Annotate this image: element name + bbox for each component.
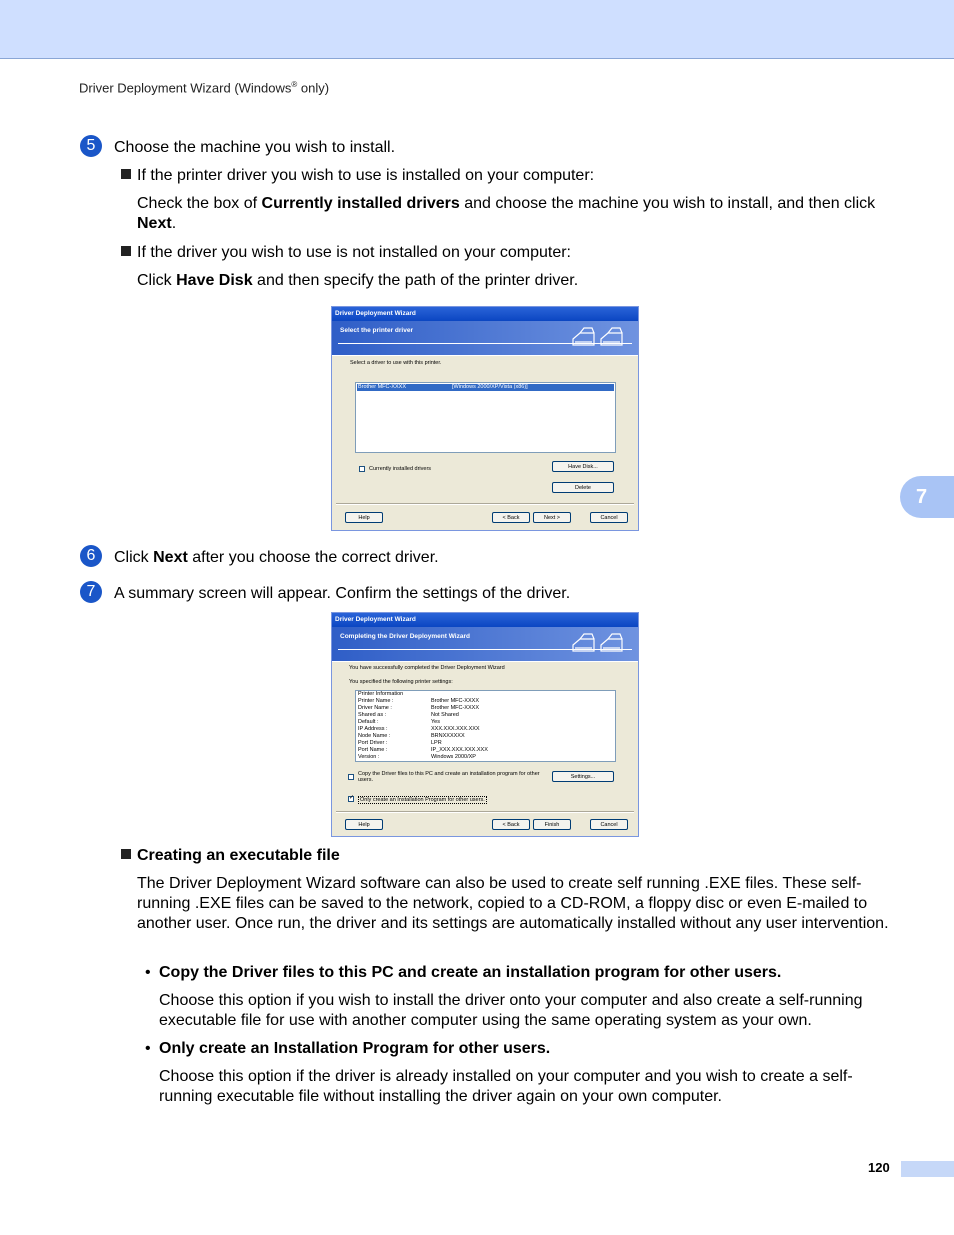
copy-driver-radio[interactable] — [348, 774, 354, 780]
dialog-banner: Select the printer driver — [332, 321, 638, 355]
info-value: IP_XXX.XXX.XXX.XXX — [431, 747, 488, 753]
option-copy-body: Choose this option if you wish to install the driver onto your computer and also create a self-running executable file for use with another computer using the same operating system as your own. — [159, 992, 863, 1029]
exe-body: The Driver Deployment Wizard software can also be used to create self running .EXE files. These self-running .EXE files can be saved to the network, copied to a CD-ROM, a floppy disc or even E-mailed to another user. Once run, the driver and its settings are automatically installed without any user intervention. — [137, 875, 889, 932]
driver-list[interactable] — [355, 382, 616, 453]
printers-icon — [570, 631, 626, 657]
info-value: Windows 2000/XP — [431, 754, 476, 760]
running-header: Driver Deployment Wizard (Windows® only) — [79, 80, 330, 96]
dialog-prompt: Select a driver to use with this printer. — [350, 360, 442, 366]
have-disk-button[interactable]: Have Disk... — [552, 461, 614, 472]
bullet-installed: If the printer driver you wish to use is installed on your computer: — [121, 166, 594, 186]
info-value: Brother MFC-XXXX — [431, 705, 479, 711]
help-button[interactable]: Help — [345, 512, 383, 523]
delete-button[interactable]: Delete — [552, 482, 614, 493]
printers-icon — [570, 325, 626, 351]
step-7-text: A summary screen will appear. Confirm the settings of the driver. — [114, 585, 571, 602]
installed-drivers-checkbox[interactable] — [359, 466, 365, 472]
only-create-checkbox[interactable]: ✓ — [349, 795, 355, 801]
printer-info-header: Printer Information — [358, 691, 404, 697]
dialog-titlebar: Driver Deployment Wizard — [332, 613, 638, 627]
info-value: Not Shared — [431, 712, 459, 718]
completed-message: You have successfully completed the Driver Deployment Wizard — [349, 665, 505, 671]
info-value: XXX.XXX.XXX.XXX — [431, 726, 480, 732]
info-label: Printer Name : — [358, 698, 394, 704]
cancel-button[interactable]: Cancel — [590, 819, 628, 830]
info-label: Port Driver : — [358, 740, 388, 746]
info-label: Node Name : — [358, 733, 391, 739]
printer-info-box — [355, 690, 616, 762]
back-button[interactable]: < Back — [492, 819, 530, 830]
option-only-body: Choose this option if the driver is already installed on your computer and you wish to create a self-running executable file without installing the driver again on your own computer. — [159, 1068, 853, 1105]
info-value: Brother MFC-XXXX — [431, 698, 479, 704]
bullet-square-icon — [121, 169, 131, 179]
bullet-square-icon — [121, 849, 131, 859]
dot-bullet-icon: • — [145, 1040, 151, 1057]
cancel-button[interactable]: Cancel — [590, 512, 628, 523]
installed-drivers-label: Currently installed drivers — [369, 466, 432, 472]
info-label: Port Name : — [358, 747, 388, 753]
settings-intro: You specified the following printer settings: — [349, 679, 453, 685]
finish-button[interactable]: Finish — [533, 819, 571, 830]
completing-wizard-dialog — [331, 612, 639, 837]
back-button[interactable]: < Back — [492, 512, 530, 523]
info-value: Yes — [431, 719, 440, 725]
info-label: Driver Name : — [358, 705, 392, 711]
help-button[interactable]: Help — [345, 819, 383, 830]
dialog-titlebar: Driver Deployment Wizard — [332, 307, 638, 321]
option-copy-title: Copy the Driver files to this PC and create an installation program for other users. — [159, 964, 782, 981]
bullet-not-installed-body: Click Have Disk and then specify the path of the printer driver. — [137, 272, 579, 289]
step-5-badge: 5 — [80, 135, 102, 157]
select-driver-dialog — [331, 306, 639, 531]
info-label: IP Address : — [358, 726, 388, 732]
step-6-badge: 6 — [80, 545, 102, 567]
info-value: LPR — [431, 740, 442, 746]
chapter-tab: 7 — [900, 476, 954, 518]
bullet-square-icon — [121, 246, 131, 256]
driver-list-selected-row[interactable]: Brother MFC-XXXX [Windows 2000/XP/Vista (x86)] — [357, 384, 614, 391]
info-label: Default : — [358, 719, 379, 725]
option-only-title: Only create an Installation Program for other users. — [159, 1040, 551, 1057]
exe-heading: Creating an executable file — [121, 846, 340, 866]
step-5-text: Choose the machine you wish to install. — [114, 139, 396, 156]
header-band — [0, 0, 954, 59]
dot-bullet-icon: • — [145, 964, 151, 981]
bullet-installed-body: Check the box of Currently installed drivers and choose the machine you wish to install, and then click Next. — [137, 195, 876, 232]
next-button[interactable]: Next > — [533, 512, 571, 523]
step-6-text: Click Next after you choose the correct driver. — [114, 549, 439, 566]
info-label: Shared as : — [358, 712, 387, 718]
bullet-not-installed: If the driver you wish to use is not installed on your computer: — [121, 243, 571, 263]
info-label: Version : — [358, 754, 380, 760]
only-create-label: Only create an Installation Program for other users. — [360, 797, 485, 803]
copy-driver-label: Copy the Driver files to this PC and create an installation program for other users. — [358, 771, 540, 783]
settings-button[interactable]: Settings... — [552, 771, 614, 782]
page-number: 120 — [868, 1160, 890, 1175]
dialog-banner: Completing the Driver Deployment Wizard — [332, 627, 638, 661]
info-value: BRNXXXXXX — [431, 733, 465, 739]
step-7-badge: 7 — [80, 581, 102, 603]
page-number-bar — [901, 1161, 954, 1177]
